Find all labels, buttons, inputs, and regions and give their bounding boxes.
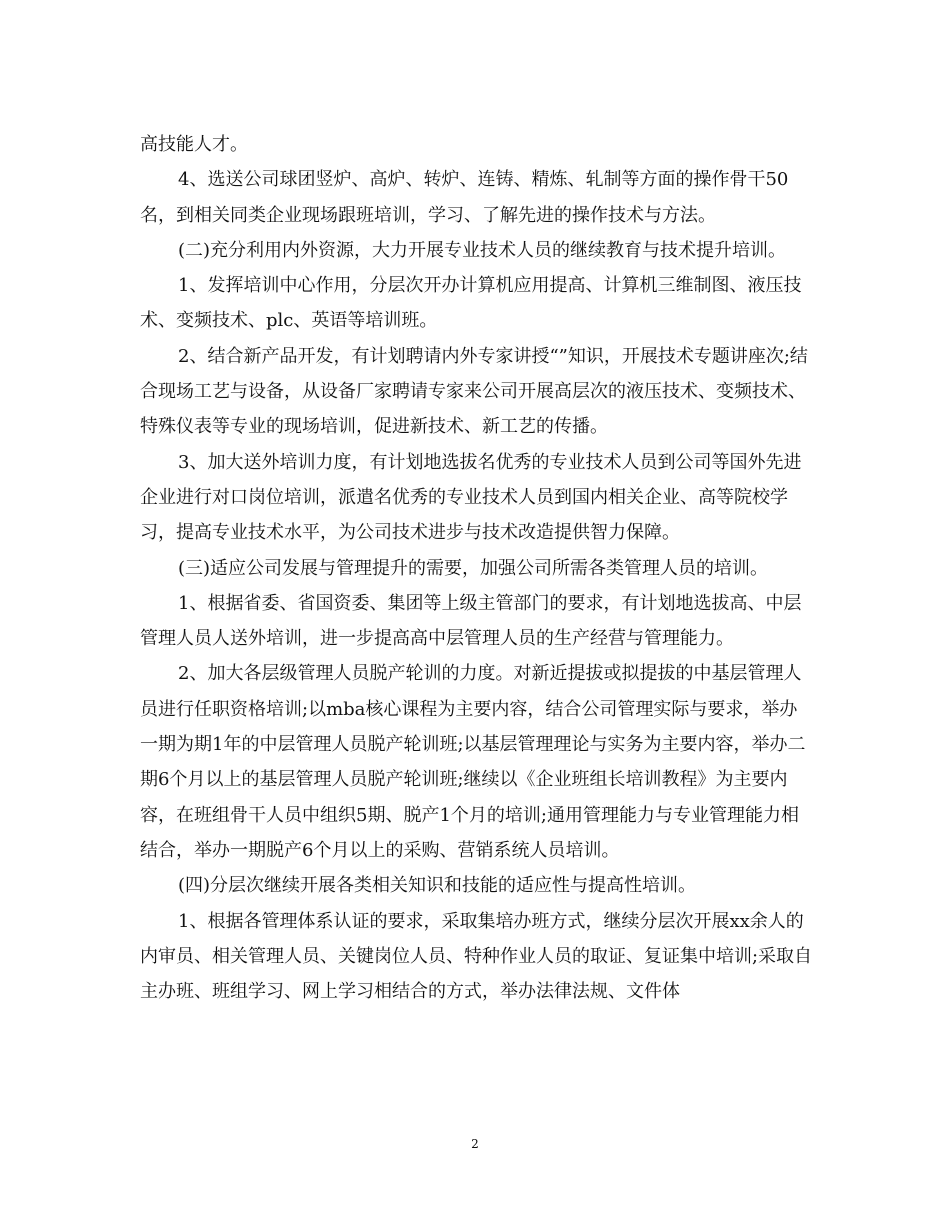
paragraph: 1、根据各管理体系认证的要求，采取集培办班方式，继续分层次开展xx余人的内审员、相关管理人员、关键岗位人员、特种作业人员的取证、复证集中培训;采取自主办班、班组学习、网上学习相结合的方式，举办法律法规、文件体	[140, 910, 813, 1003]
paragraph: 2、结合新产品开发，有计划聘请内外专家讲授“”知识，开展技术专题讲座次;结合现场工艺与设备，从设备厂家聘请专家来公司开展高层次的液压技术、变频技术、特殊仪表等专业的现场培训，促进新技术、新工艺的传播。	[140, 345, 808, 438]
paragraph: 3、加大送外培训力度，有计划地选拔名优秀的专业技术人员到公司等国外先进企业进行对口岗位培训，派遣名优秀的专业技术人员到国内相关企业、高等院校学习，提高专业技术水平，为公司技术进步与技术改造提供智力保障。	[140, 451, 802, 544]
paragraph: (三)适应公司发展与管理提升的需要，加强公司所需各类管理人员的培训。	[178, 557, 769, 579]
paragraph: 高技能人才。	[140, 134, 248, 155]
page-number: 2	[471, 1137, 479, 1151]
paragraph: (二)充分利用内外资源，大力开展专业技术人员的继续教育与技术提升培训。	[178, 239, 787, 261]
paragraph: 2、加大各层级管理人员脱产轮训的力度。对新近提拔或拟提拔的中基层管理人员进行任职资格培训;以mba核心课程为主要内容，结合公司管理实际与要求，举办一期为期1年的中层管理人员脱产轮训班;以基层管理理论与实务为主要内容，举办二期6个月以上的基层管理人员脱产轮训班;继续以《企业班组长培训教程》为主要内容，在班组骨干人员中组织5期、脱产1个月的培训;通用管理能力与专业管理能力相结合，举办一期脱产6个月以上的采购、营销系统人员培训。	[140, 663, 806, 861]
paragraph: 1、发挥培训中心作用，分层次开办计算机应用提高、计算机三维制图、液压技术、变频技术、plc、英语等培训班。	[140, 275, 802, 332]
paragraph: 4、选送公司球团竖炉、高炉、转炉、连铸、精炼、轧制等方面的操作骨干50名，到相关同类企业现场跟班培训，学习、了解先进的操作技术与方法。	[140, 169, 789, 226]
paragraph: 1、根据省委、省国资委、集团等上级主管部门的要求，有计划地选拔高、中层管理人员人送外培训，进一步提高高中层管理人员的生产经营与管理能力。	[140, 592, 802, 650]
document-body	[140, 127, 815, 1009]
paragraph: (四)分层次继续开展各类相关知识和技能的适应性与提高性培训。	[178, 875, 697, 897]
